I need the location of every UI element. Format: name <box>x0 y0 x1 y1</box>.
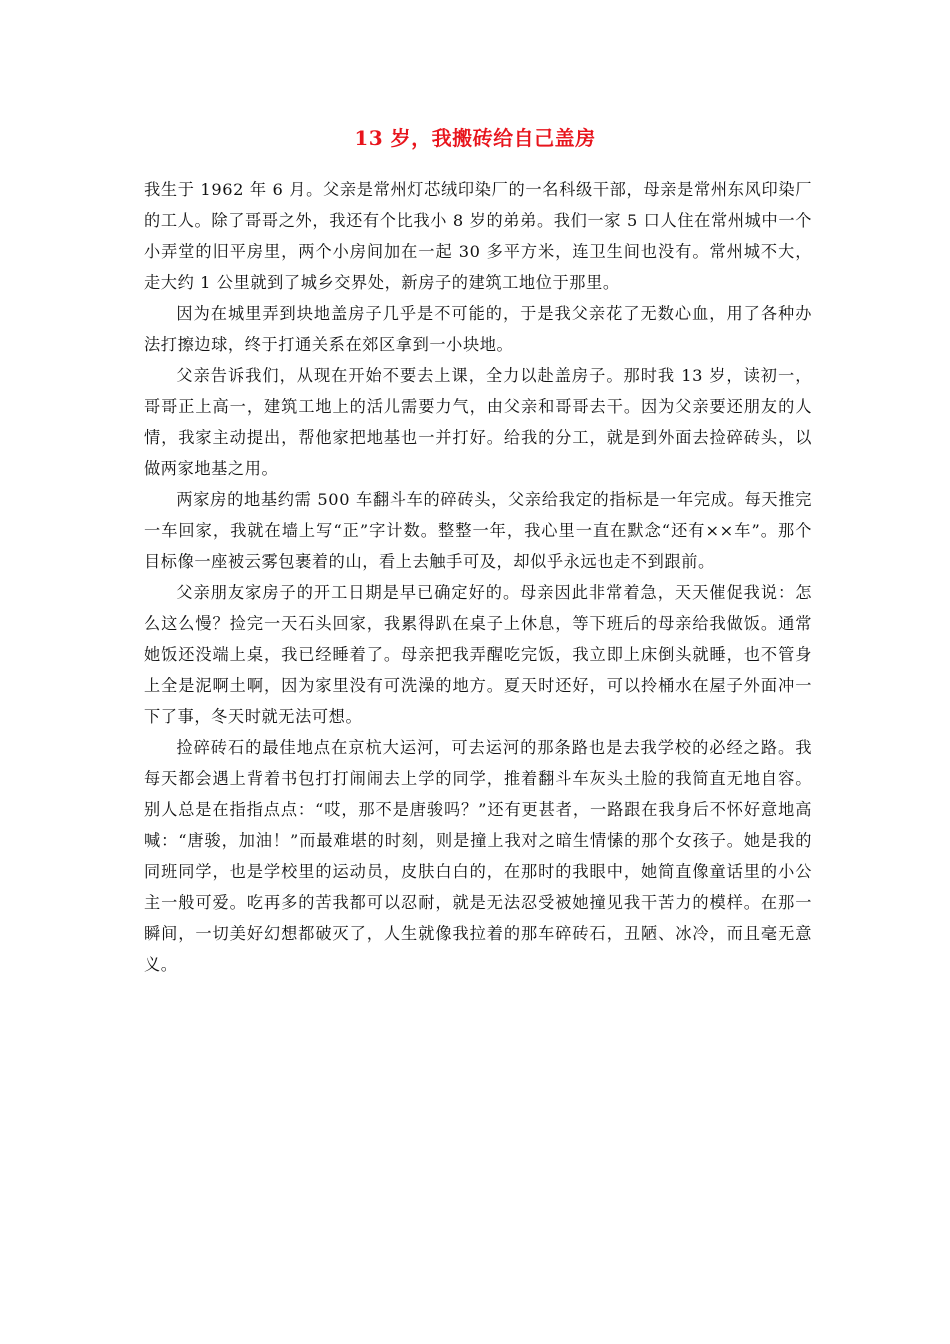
article-body <box>144 174 812 980</box>
paragraph-5: 父亲朋友家房子的开工日期是早已确定好的。母亲因此非常着急，天天催促我说：怎么这么慢？捡完一天石头回家，我累得趴在桌子上休息，等下班后的母亲给我做饭。通常她饭还没端上桌，我已经睡着了。母亲把我弄醒吃完饭，我立即上床倒头就睡，也不管身上全是泥啊土啊，因为家里没有可洗澡的地方。夏天时还好，可以拎桶水在屋子外面冲一下了事，冬天时就无法可想。 <box>144 583 812 726</box>
paragraph-4: 两家房的地基约需 500 车翻斗车的碎砖头，父亲给我定的指标是一年完成。每天推完一车回家，我就在墙上写“正”字计数。整整一年，我心里一直在默念“还有××车”。那个目标像一座被云雾包裹着的山，看上去触手可及，却似乎永远也走不到跟前。 <box>144 490 812 571</box>
article-title: 13 岁，我搬砖给自己盖房 <box>354 126 596 150</box>
paragraph-6: 捡碎砖石的最佳地点在京杭大运河，可去运河的那条路也是去我学校的必经之路。我每天都会遇上背着书包打打闹闹去上学的同学，推着翻斗车灰头土脸的我简直无地自容。别人总是在指指点点：“哎，那不是唐骏吗？”还有更甚者，一路跟在我身后不怀好意地高喊：“唐骏，加油！”而最难堪的时刻，则是撞上我对之暗生情愫的那个女孩子。她是我的同班同学，也是学校里的运动员，皮肤白白的，在那时的我眼中，她简直像童话里的小公主一般可爱。吃再多的苦我都可以忍耐，就是无法忍受被她撞见我干苦力的模样。在那一瞬间，一切美好幻想都破灭了，人生就像我拉着的那车碎砖石，丑陋、冰冷，而且毫无意义。 <box>144 738 812 974</box>
paragraph-1: 我生于 1962 年 6 月。父亲是常州灯芯绒印染厂的一名科级干部，母亲是常州东风印染厂的工人。除了哥哥之外，我还有个比我小 8 岁的弟弟。我们一家 5 口人住在常州城中一个小弄堂的旧平房里，两个小房间加在一起 30 多平方米，连卫生间也没有。常州城不大，走大约 1 公里就到了城乡交界处，新房子的建筑工地位于那里。 <box>144 180 812 292</box>
paragraph-2: 因为在城里弄到块地盖房子几乎是不可能的，于是我父亲花了无数心血，用了各种办法打擦边球，终于打通关系在郊区拿到一小块地。 <box>144 304 812 354</box>
paragraph-3: 父亲告诉我们，从现在开始不要去上课，全力以赴盖房子。那时我 13 岁，读初一，哥哥正上高一，建筑工地上的活儿需要力气，由父亲和哥哥去干。因为父亲要还朋友的人情，我家主动提出，帮他家把地基也一并打好。给我的分工，就是到外面去捡碎砖头，以做两家地基之用。 <box>144 366 812 478</box>
